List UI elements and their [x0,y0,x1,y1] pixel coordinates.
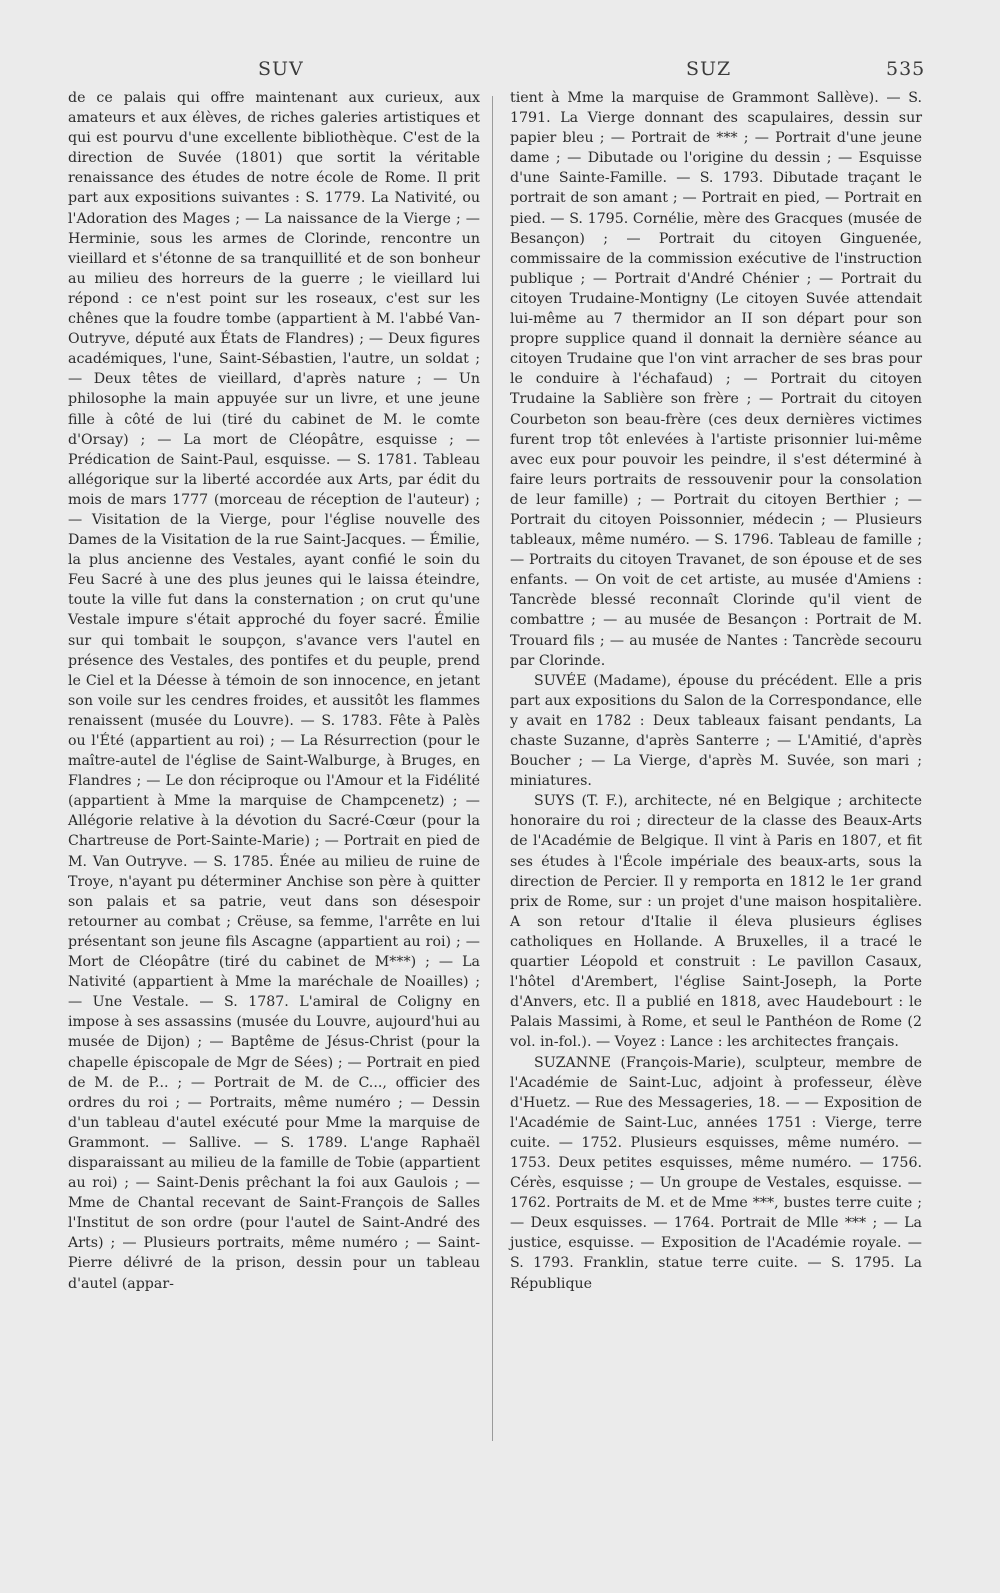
right-paragraph-suvee-continued: tient à Mme la marquise de Grammont Sallève). — S. 1791. La Vierge donnant des scapulaires, dessin sur papier bleu ; — Portrait de *** ; — Portrait d'une jeune dame ; — Dibutade ou l'origine du dessin ; — Esquisse d'une Sainte-Famille. — S. 1793. Dibutade traçant le portrait de son amant ; — Portrait en pied, — Portrait en pied. — S. 1795. Cornélie, mère des Gracques (musée de Besançon) ; — Portrait du citoyen Ginguenée, commissaire de la commission exécutive de l'instruction publique ; — Portrait d'André Chénier ; — Portrait du citoyen Trudaine-Montigny (Le citoyen Suvée attendait lui-même au 7 thermidor an II son départ pour son propre supplice quand il donnait la dernière séance au citoyen Trudaine que l'on vint arracher de ses bras pour le conduire à l'échafaud) ; — Portrait du citoyen Trudaine la Sablière son frère ; — Portrait du citoyen Courbeton son beau-frère (ces deux dernières victimes furent trop tôt enlevées à l'artiste prisonnier lui-même avec eux pour pouvoir les peindre, il s'est déterminé à faire leurs portraits de ressouvenir pour la consolation de leur famille) ; — Portrait du citoyen Berthier ; — Portrait du citoyen Poissonnier, médecin ; — Plusieurs tableaux, même numéro. — S. 1796. Tableau de famille ; — Portraits du citoyen Travanet, de son épouse et de ses enfants. — On voit de cet artiste, au musée d'Amiens : Tancrède blessé reconnaît Clorinde qu'il vient de combattre ; — au musée de Besançon : Portrait de M. Trouard fils ; — au musée de Nantes : Tancrède secouru par Clorinde. [510,90,922,669]
entry-suvee-madame: SUVÉE (Madame), épouse du précédent. Elle a pris part aux expositions du Salon de la Correspondance, elle y avait en 1782 : Deux tableaux faisant pendants, La chaste Suzanne, d'après Santerre ; — L'Amitié, d'après Boucher ; — La Vierge, d'après M. Suvée, son mari ; miniatures. [510,672,922,790]
page-number: 535 [886,58,926,80]
entry-suys: SUYS (T. F.), architecte, né en Belgique ; architecte honoraire du roi ; directeur de la classe des Beaux-Arts de l'Académie de Belgique. Il vint à Paris en 1807, et fit ses études à l'École impériale des beaux-arts, sous la direction de Percier. Il y remporta en 1812 le 1er grand prix de Rome, sur : un projet d'une maison hospitalière. A son retour d'Italie il éleva plusieurs églises catholiques en Hollande. A Bruxelles, il a tracé le quartier Léopold et construit : Le pavillon Casaux, l'hôtel d'Arembert, l'église Saint-Joseph, la Porte d'Anvers, etc. Il a publié en 1818, avec Haudebourt : le Palais Massimi, à Rome, et seul le Panthéon de Rome (2 vol. in-fol.). — Voyez : Lance : les architectes français. [510,793,922,1051]
column-divider [492,96,493,1441]
left-column [68,88,480,1294]
running-header-center: SUZ [686,58,732,80]
left-paragraph: de ce palais qui offre maintenant aux curieux, aux amateurs et aux élèves, de riches galeries artistiques et qui est pourvu d'une excellente bibliothèque. C'est de la direction de Suvée (1801) que sortit la véritable renaissance des études de notre école de Rome. Il prit part aux expositions suivantes : S. 1779. La Nativité, ou l'Adoration des Mages ; — La naissance de la Vierge ; — Herminie, sous les armes de Clorinde, rencontre un vieillard et s'étonne de sa tranquillité et de son bonheur au milieu des horreurs de la guerre ; le vieillard lui répond : ce n'est point sur les roseaux, c'est sur les chênes que la foudre tombe (appartient à M. l'abbé Van-Outryve, député aux États de Flandres) ; — Deux figures académiques, l'une, Saint-Sébastien, l'autre, un soldat ; — Deux têtes de vieillard, d'après nature ; — Un philosophe la main appuyée sur un livre, et une jeune fille à côté de lui (tiré du cabinet de M. le comte d'Orsay) ; — La mort de Cléopâtre, esquisse ; — Prédication de Saint-Paul, esquisse. — S. 1781. Tableau allégorique sur la liberté accordée aux Arts, par édit du mois de mars 1777 (morceau de réception de l'auteur) ; — Visitation de la Vierge, pour l'église nouvelle des Dames de la Visitation de la rue Saint-Jacques. — Émilie, la plus ancienne des Vestales, ayant confié le soin du Feu Sacré à une des plus jeunes qui le laissa éteindre, toute la ville fut dans la consternation ; on crut qu'une Vestale impure s'était approché du foyer sacré. Émilie sur qui tombait le soupçon, s'avance vers l'autel en présence des Vestales, des pontifes et du peuple, prend le Ciel et la Déesse à témoin de son innocence, en jetant son voile sur les cendres froides, et aussitôt les flammes renaissent (musée du Louvre). — S. 1783. Fête à Palès ou l'Été (appartient au roi) ; — La Résurrection (pour le maître-autel de l'église de Saint-Walburge, à Bruges, en Flandres ; — Le don réciproque ou l'Amour et la Fidélité (appartient à Mme la marquise de Champcenetz) ; — Allégorie relative à la dévotion du Sacré-Cœur (pour la Chartreuse de Port-Sainte-Marie) ; — Portrait en pied de M. Van Outryve. — S. 1785. Énée au milieu de ruine de Troye, n'ayant pu déterminer Anchise son père à quitter son palais et sa patrie, veut dans son désespoir retourner au combat ; Crëuse, sa femme, l'arrête en lui présentant son jeune fils Ascagne (appartient au roi) ; — Mort de Cléopâtre (tiré du cabinet de M***) ; — La Nativité (appartient à Mme la maréchale de Noailles) ; — Une Vestale. — S. 1787. L'amiral de Coligny en impose à ses assassins (musée du Louvre, aujourd'hui au musée de Dijon) ; — Baptême de Jésus-Christ (pour la chapelle épiscopale de Mgr de Sées) ; — Portrait en pied de M. de P... ; — Portrait de M. de C..., officier des ordres du roi ; — Portraits, même numéro ; — Dessin d'un tableau d'autel exécuté pour Mme la marquise de Grammont. — Sallive. — S. 1789. L'ange Raphaël disparaissant au milieu de la famille de Tobie (appartient au roi) ; — Saint-Denis prêchant la foi aux Gaulois ; — Mme de Chantal recevant de Saint-François de Salles l'Institut de son ordre (pour l'autel de Saint-André des Arts) ; — Plusieurs portraits, même numéro ; — Saint-Pierre délivré de la prison, dessin pour un tableau d'autel (appar- [68,90,480,1292]
running-header-left: SUV [258,58,304,80]
right-column [510,88,922,1294]
entry-suzanne: SUZANNE (François-Marie), sculpteur, membre de l'Académie de Saint-Luc, adjoint à professeur, élève d'Huetz. — Rue des Messageries, 18. — — Exposition de l'Académie de Saint-Luc, années 1751 : Vierge, terre cuite. — 1752. Plusieurs esquisses, même numéro. — 1753. Deux petites esquisses, même numéro. — 1756. Cérès, esquisse ; — Un groupe de Vestales, esquisse. — 1762. Portraits de M. et de Mme ***, bustes terre cuite ; — Deux esquisses. — 1764. Portrait de Mlle *** ; — La justice, esquisse. — Exposition de l'Académie royale. — S. 1793. Franklin, statue terre cuite. — S. 1795. La République [510,1054,922,1292]
